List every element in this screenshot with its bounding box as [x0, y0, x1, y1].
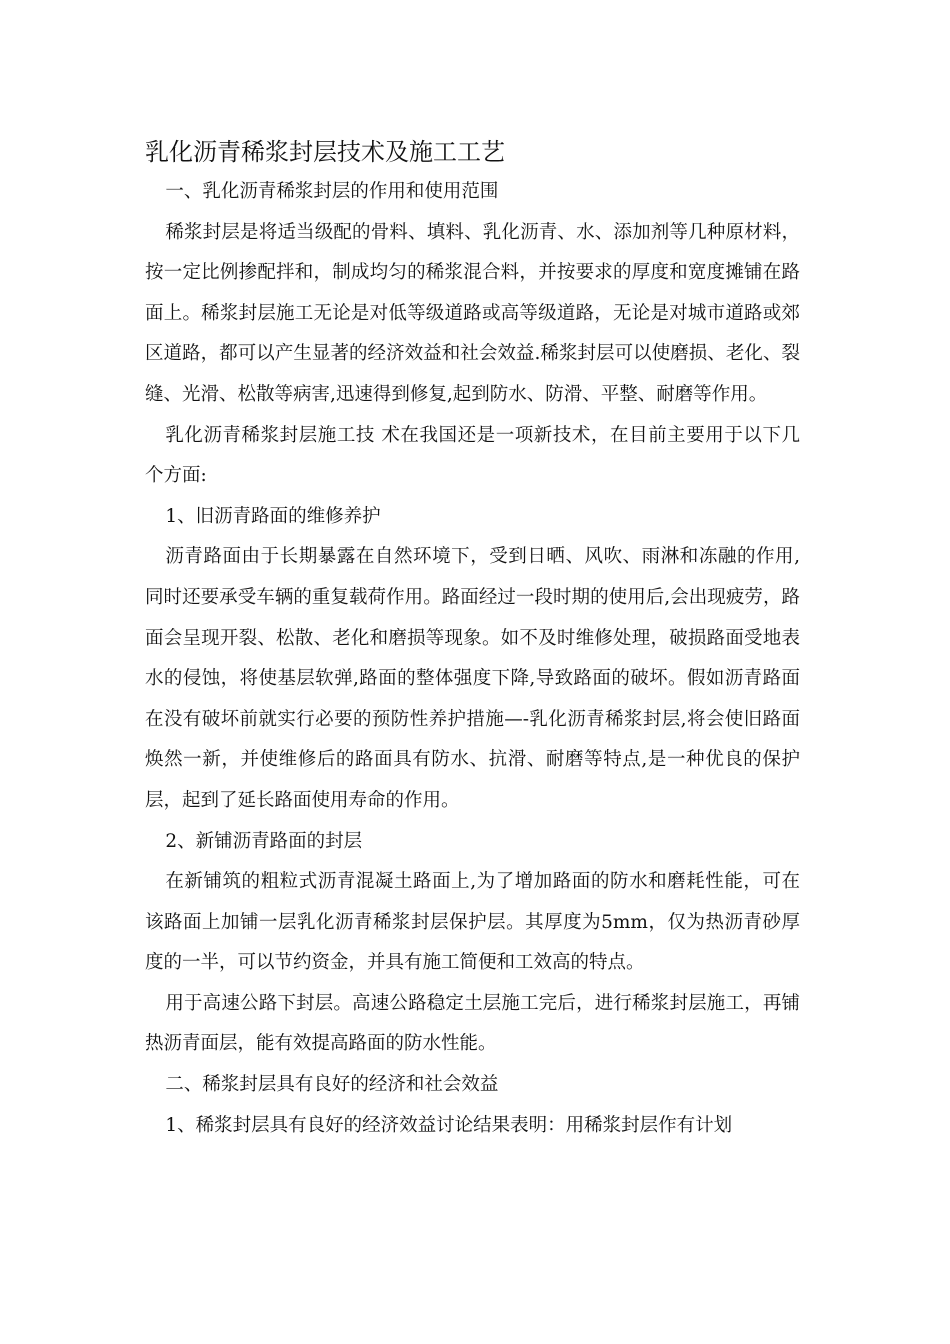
section-heading-2: 二、稀浆封层具有良好的经济和社会效益 — [165, 1074, 499, 1096]
subsection-heading-2: 2、新铺沥青路面的封层 — [165, 830, 363, 852]
paragraph: 用于高速公路下封层。高速公路稳定土层施工完后，进行稀浆封层施工，再铺热沥青面层，能有效提高路面的防水性能。 — [145, 992, 800, 1055]
paragraph: 在新铺筑的粗粒式沥青混凝土路面上,为了增加路面的防水和磨耗性能，可在该路面上加铺一层乳化沥青稀浆封层保护层。其厚度为5mm，仅为热沥青砂厚度的一半，可以节约资金，并具有施工简便和工效高的特点。 — [145, 871, 800, 974]
section-heading-1: 一、乳化沥青稀浆封层的作用和使用范围 — [165, 181, 499, 202]
subsection-heading-1: 1、旧沥青路面的维修养护 — [165, 505, 381, 527]
paragraph: 乳化沥青稀浆封层施工技 术在我国还是一项新技术，在目前主要用于以下几个方面: — [145, 424, 800, 487]
paragraph: 1、稀浆封层具有良好的经济效益讨论结果表明：用稀浆封层作有计划 — [165, 1114, 733, 1136]
paragraph: 沥青路面由于长期暴露在自然环境下，受到日晒、风吹、雨淋和冻融的作用,同时还要承受车辆的重复载荷作用。路面经过一段时期的使用后,会出现疲劳，路面会呈现开裂、松散、老化和磨损等现象。如不及时维修处理，破损路面受地表水的侵蚀，将使基层软弹,路面的整体强度下降,导致路面的破坏。假如沥青路面在没有破坏前就实行必要的预防性养护措施—-乳化沥青稀浆封层,将会使旧路面焕然一新，并使维修后的路面具有防水、抗滑、耐磨等特点,是一种优良的保护层，起到了延长路面使用寿命的作用。 — [145, 546, 800, 811]
document-title: 乳化沥青稀浆封层技术及施工工艺 — [145, 138, 505, 166]
paragraph: 稀浆封层是将适当级配的骨料、填料、乳化沥青、水、添加剂等几种原材料，按一定比例掺配拌和，制成均匀的稀浆混合料，并按要求的厚度和宽度摊铺在路面上。稀浆封层施工无论是对低等级道路或高等级道路，无论是对城市道路或郊区道路，都可以产生显著的经济效益和社会效益.稀浆封层可以使磨损、老化、裂缝、光滑、松散等病害,迅速得到修复,起到防水、防滑、平整、耐磨等作用。 — [145, 221, 800, 405]
document-body — [145, 132, 800, 1146]
